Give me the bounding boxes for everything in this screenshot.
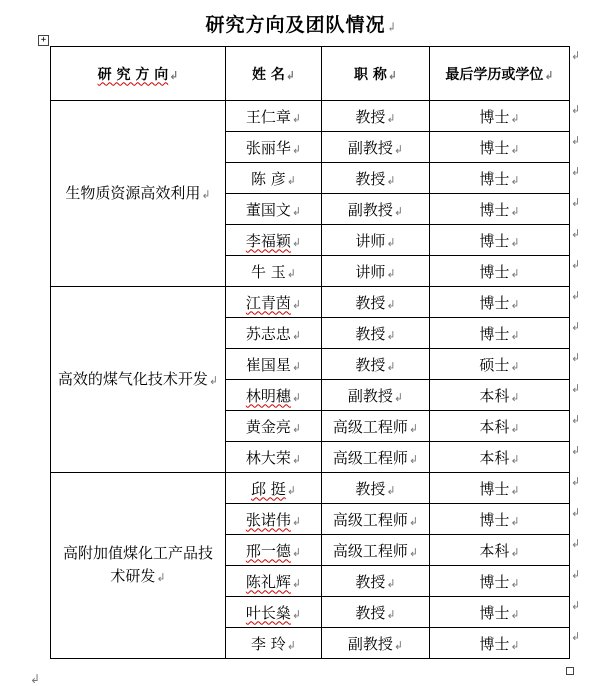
paragraph-mark-icon: ↲ xyxy=(386,235,396,249)
paragraph-mark-icon: ↲ xyxy=(510,235,520,249)
header-degree[interactable]: 最后学历或学位↲ xyxy=(430,47,570,101)
research-direction-cell[interactable]: 高效的煤气化技术开发↲ xyxy=(51,287,226,473)
member-name-cell[interactable]: 邱 挺↲ xyxy=(226,473,322,504)
member-title-cell[interactable]: 讲师↲ xyxy=(322,256,430,287)
row-end-mark-icon: ↲ xyxy=(571,598,581,612)
member-degree-cell[interactable]: 博士↲ xyxy=(430,318,570,349)
paragraph-mark-icon: ↲ xyxy=(291,204,302,218)
row-end-mark-icon: ↲ xyxy=(571,226,581,240)
member-title-cell[interactable]: 副教授↲ xyxy=(322,132,430,163)
paragraph-mark-icon: ↲ xyxy=(291,328,302,342)
member-name-cell[interactable]: 陈 彦↲ xyxy=(226,163,322,194)
paragraph-mark-icon: ↲ xyxy=(386,297,396,311)
paragraph-mark-icon: ↲ xyxy=(544,68,554,82)
member-name-cell[interactable]: 邢一德↲ xyxy=(226,535,322,566)
row-end-mark-icon: ↲ xyxy=(571,412,581,426)
paragraph-mark-icon: ↲ xyxy=(386,607,396,621)
row-end-mark-icon: ↲ xyxy=(571,164,581,178)
member-degree-cell[interactable]: 博士↲ xyxy=(430,473,570,504)
paragraph-mark-icon: ↲ xyxy=(386,328,396,342)
paragraph-mark-icon: ↲ xyxy=(286,483,296,497)
member-degree-cell[interactable]: 博士↲ xyxy=(430,256,570,287)
member-title-cell[interactable]: 教授↲ xyxy=(322,566,430,597)
member-degree-cell[interactable]: 硕士↲ xyxy=(430,349,570,380)
row-end-mark-icon: ↲ xyxy=(571,536,581,550)
paragraph-mark-icon: ↲ xyxy=(510,483,520,497)
paragraph-mark-icon: ↲ xyxy=(387,68,398,82)
member-name-cell[interactable]: 林明穗↲ xyxy=(226,380,322,411)
paragraph-mark-icon: ↲ xyxy=(291,390,302,404)
member-degree-cell[interactable]: 博士↲ xyxy=(430,287,570,318)
paragraph-mark-icon: ↲ xyxy=(291,142,302,156)
member-title-cell[interactable]: 副教授↲ xyxy=(322,380,430,411)
member-title-cell[interactable]: 教授↲ xyxy=(322,473,430,504)
member-name-cell[interactable]: 叶长燊↲ xyxy=(226,597,322,628)
paragraph-mark-icon: ↲ xyxy=(393,638,404,652)
paragraph-mark-icon: ↲ xyxy=(408,545,419,559)
row-end-mark-icon: ↲ xyxy=(571,319,581,333)
member-title-cell[interactable]: 高级工程师↲ xyxy=(322,504,430,535)
paragraph-mark-icon: ↲ xyxy=(386,483,396,497)
paragraph-mark-icon: ↲ xyxy=(30,672,41,686)
paragraph-mark-icon: ↲ xyxy=(291,576,302,590)
paragraph-mark-icon: ↲ xyxy=(510,173,520,187)
member-degree-cell[interactable]: 本科↲ xyxy=(430,380,570,411)
member-title-cell[interactable]: 高级工程师↲ xyxy=(322,411,430,442)
member-degree-cell[interactable]: 博士↲ xyxy=(430,225,570,256)
member-title-cell[interactable]: 高级工程师↲ xyxy=(322,535,430,566)
member-degree-cell[interactable]: 博士↲ xyxy=(430,504,570,535)
table-move-handle-icon[interactable]: + xyxy=(38,35,49,46)
paragraph-mark-icon: ↲ xyxy=(286,638,296,652)
member-name-cell[interactable]: 林大荣↲ xyxy=(226,442,322,473)
paragraph-mark-icon: ↲ xyxy=(386,111,396,125)
member-degree-cell[interactable]: 本科↲ xyxy=(430,535,570,566)
member-degree-cell[interactable]: 博士↲ xyxy=(430,132,570,163)
paragraph-mark-icon: ↲ xyxy=(408,514,419,528)
paragraph-mark-icon: ↲ xyxy=(510,390,520,404)
research-direction-cell[interactable]: 高附加值煤化工产品技术研发↲ xyxy=(51,473,226,659)
paragraph-mark-icon: ↲ xyxy=(386,576,396,590)
paragraph-mark-icon: ↲ xyxy=(291,235,302,249)
row-end-mark-icon: ↲ xyxy=(571,505,581,519)
member-name-cell[interactable]: 王仁章↲ xyxy=(226,101,322,132)
paragraph-mark-icon: ↲ xyxy=(156,571,166,584)
paragraph-mark-icon: ↲ xyxy=(510,452,520,466)
member-degree-cell[interactable]: 博士↲ xyxy=(430,194,570,225)
table-row xyxy=(51,473,570,504)
paragraph-mark-icon: ↲ xyxy=(291,514,302,528)
paragraph-mark-icon: ↲ xyxy=(510,607,520,621)
member-name-cell[interactable]: 张诺伟↲ xyxy=(226,504,322,535)
member-name-cell[interactable]: 李 玲↲ xyxy=(226,628,322,659)
member-name-cell[interactable]: 苏志忠↲ xyxy=(226,318,322,349)
paragraph-mark-icon: ↲ xyxy=(201,187,211,201)
paragraph-mark-icon: ↲ xyxy=(386,266,396,280)
table-header-row xyxy=(51,47,570,101)
member-title-cell[interactable]: 副教授↲ xyxy=(322,628,430,659)
paragraph-mark-icon: ↲ xyxy=(386,173,396,187)
paragraph-mark-icon: ↲ xyxy=(286,266,296,280)
paragraph-mark-icon: ↲ xyxy=(291,607,302,621)
table-resize-handle-icon[interactable] xyxy=(566,667,574,675)
paragraph-mark-icon: ↲ xyxy=(510,638,520,652)
paragraph-mark-icon: ↲ xyxy=(208,373,219,387)
row-end-mark-icon: ↲ xyxy=(571,350,581,364)
header-direction[interactable]: 研 究 方 向↲ xyxy=(51,47,226,101)
member-title-cell[interactable]: 教授↲ xyxy=(322,101,430,132)
member-degree-cell[interactable]: 博士↲ xyxy=(430,163,570,194)
member-title-cell[interactable]: 讲师↲ xyxy=(322,225,430,256)
row-end-mark-icon: ↲ xyxy=(571,133,581,147)
member-title-cell[interactable]: 教授↲ xyxy=(322,597,430,628)
paragraph-mark-icon: ↲ xyxy=(393,142,404,156)
row-end-mark-icon: ↲ xyxy=(571,474,581,488)
paragraph-mark-icon: ↲ xyxy=(393,390,404,404)
header-name[interactable]: 姓 名↲ xyxy=(226,47,322,101)
row-end-mark-icon: ↲ xyxy=(571,629,581,643)
paragraph-mark-icon: ↲ xyxy=(510,142,520,156)
paragraph-mark-icon: ↲ xyxy=(386,359,396,373)
paragraph-mark-icon: ↲ xyxy=(510,111,520,125)
member-title-cell[interactable]: 教授↲ xyxy=(322,318,430,349)
paragraph-mark-icon: ↲ xyxy=(291,297,302,311)
member-degree-cell[interactable]: 本科↲ xyxy=(430,442,570,473)
row-end-mark-icon: ↲ xyxy=(571,567,581,581)
row-end-mark-icon: ↲ xyxy=(571,195,581,209)
research-direction-cell[interactable]: 生物质资源高效利用↲ xyxy=(51,101,226,287)
paragraph-mark-icon: ↲ xyxy=(510,297,520,311)
table-row xyxy=(51,101,570,132)
member-name-cell[interactable]: 董国文↲ xyxy=(226,194,322,225)
row-end-mark-icon: ↲ xyxy=(571,443,581,457)
member-degree-cell[interactable]: 博士↲ xyxy=(430,597,570,628)
table-row xyxy=(51,287,570,318)
paragraph-mark-icon: ↲ xyxy=(510,359,520,373)
member-name-cell[interactable]: 江青茵↲ xyxy=(226,287,322,318)
paragraph-mark-icon: ↲ xyxy=(510,328,520,342)
member-degree-cell[interactable]: 博士↲ xyxy=(430,101,570,132)
paragraph-mark-icon: ↲ xyxy=(291,359,302,373)
paragraph-mark-icon: ↲ xyxy=(510,576,520,590)
row-end-mark-icon: ↲ xyxy=(571,288,581,302)
paragraph-mark-icon: ↲ xyxy=(291,452,302,466)
member-name-cell[interactable]: 黄金亮↲ xyxy=(226,411,322,442)
paragraph-mark-icon: ↲ xyxy=(408,452,419,466)
paragraph-mark-icon: ↲ xyxy=(169,68,179,82)
member-name-cell[interactable]: 陈礼辉↲ xyxy=(226,566,322,597)
member-title-cell[interactable]: 教授↲ xyxy=(322,287,430,318)
paragraph-mark-icon: ↲ xyxy=(510,514,520,528)
row-end-mark-icon: ↲ xyxy=(571,102,581,116)
member-name-cell[interactable]: 崔国星↲ xyxy=(226,349,322,380)
row-end-mark-icon: ↲ xyxy=(571,257,581,271)
paragraph-mark-icon: ↲ xyxy=(291,111,302,125)
paragraph-mark-icon: ↲ xyxy=(510,204,520,218)
paragraph-mark-icon: ↲ xyxy=(408,421,419,435)
member-title-cell[interactable]: 高级工程师↲ xyxy=(322,442,430,473)
paragraph-mark-icon: ↲ xyxy=(510,266,520,280)
paragraph-mark-icon: ↲ xyxy=(286,173,296,187)
member-degree-cell[interactable]: 博士↲ xyxy=(430,566,570,597)
paragraph-mark-icon: ↲ xyxy=(510,421,520,435)
member-name-cell[interactable]: 牛 玉↲ xyxy=(226,256,322,287)
header-title[interactable]: 职 称↲ xyxy=(322,47,430,101)
paragraph-mark-icon: ↲ xyxy=(510,545,520,559)
paragraph-mark-icon: ↲ xyxy=(386,20,398,34)
paragraph-mark-icon: ↲ xyxy=(291,421,302,435)
row-end-mark-icon: ↲ xyxy=(571,48,581,62)
member-title-cell[interactable]: 教授↲ xyxy=(322,349,430,380)
research-team-table xyxy=(50,46,570,659)
member-name-cell[interactable]: 李福颖↲ xyxy=(226,225,322,256)
member-degree-cell[interactable]: 本科↲ xyxy=(430,411,570,442)
paragraph-mark-icon: ↲ xyxy=(393,204,404,218)
paragraph-mark-icon: ↲ xyxy=(291,545,302,559)
member-name-cell[interactable]: 张丽华↲ xyxy=(226,132,322,163)
member-title-cell[interactable]: 教授↲ xyxy=(322,163,430,194)
paragraph-mark-icon: ↲ xyxy=(285,68,296,82)
member-title-cell[interactable]: 副教授↲ xyxy=(322,194,430,225)
document-title: 研究方向及团队情况↲ xyxy=(205,14,398,36)
row-end-mark-icon: ↲ xyxy=(571,381,581,395)
member-degree-cell[interactable]: 博士↲ xyxy=(430,628,570,659)
